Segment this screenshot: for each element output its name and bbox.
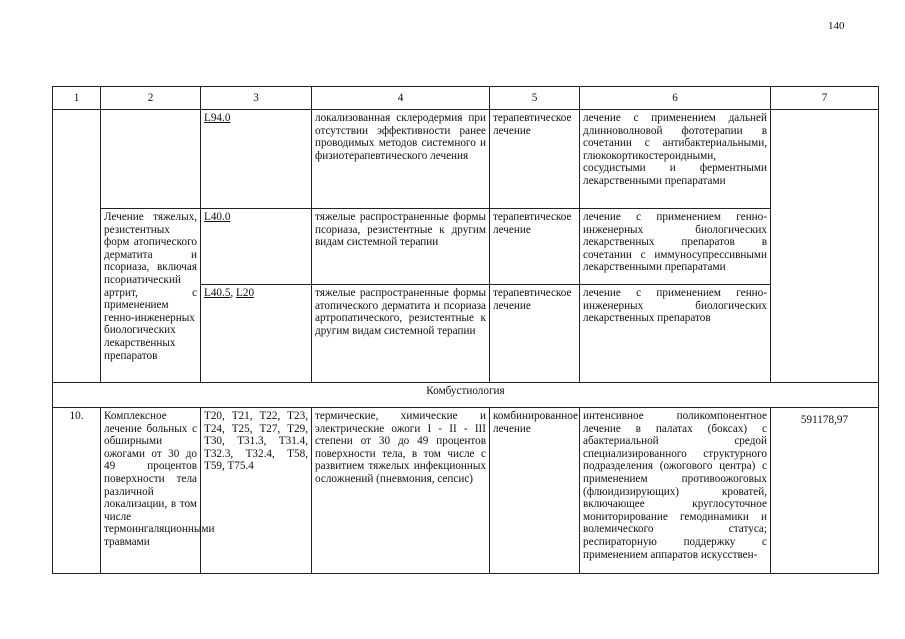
group-name-cell-empty	[101, 110, 201, 209]
diagnosis-codes-cell	[201, 209, 312, 285]
column-number: 2	[101, 87, 201, 110]
table-row	[53, 209, 879, 285]
column-number-row	[53, 87, 879, 110]
table-row	[53, 110, 879, 209]
diagnosis-code-link[interactable]: L20	[236, 287, 255, 299]
treatment-method-cell: лечение с применением генно-инженерных биологических лекарственных препаратов в сочетании с иммуносупрессивными лекарственными препаратами	[580, 209, 771, 285]
treatment-method-cell: интенсивное поликомпонентное лечение в палатах (боксах) с абактериальной средой специализированного структурного подразделения (ожогового центра) с применением противоожоговых (флюидизирующих) кроватей, включающее круглосуточное мониторирование гемодинамики и волемического статуса; респираторную поддержку с применением аппаратов искусствен-	[580, 408, 771, 574]
column-number: 1	[53, 87, 101, 110]
diagnosis-codes-cell: L40.5, L20	[201, 285, 312, 383]
patient-model-cell: тяжелые распространенные формы атопического дерматита и псориаза артропатического, резистентные к другим видам системной терапии	[312, 285, 490, 383]
medical-care-table	[52, 86, 879, 574]
column-number: 4	[312, 87, 490, 110]
group-name-cell: Лечение тяжелых, резистентных форм атопического дерматита и псориаза, включая псориатический артрит, с применением генно-инженерных биологических лекарственных препаратов	[101, 209, 201, 383]
cost-cell	[771, 110, 879, 383]
diagnosis-code-link[interactable]: L94.0	[204, 112, 231, 124]
treatment-method-cell: лечение с применением дальней длинноволновой фототерапии в сочетании с антибактериальными, глюкокортикостероидными, сосудистыми и ферментными лекарственными препаратами	[580, 110, 771, 209]
column-number: 7	[771, 87, 879, 110]
table-row	[53, 408, 879, 574]
group-name-cell: Комплексное лечение больных с обширными ожогами от 30 до 49 процентов поверхности тела различной локализации, в том числе термоингаляционными травмами	[101, 408, 201, 574]
cost-cell: 591178,97	[771, 408, 879, 574]
section-row	[53, 383, 879, 408]
column-number: 6	[580, 87, 771, 110]
treatment-type-cell: терапевтическое лечение	[490, 209, 580, 285]
diagnosis-codes-cell: T20, T21, T22, T23, T24, T25, T27, T29, T30, T31.3, T31.4, T32.3, T32.4, T58, T59, T75.4	[201, 408, 312, 574]
section-title: Комбустиология	[53, 383, 879, 408]
diagnosis-codes-cell	[201, 110, 312, 209]
page-number: 140	[828, 20, 845, 32]
column-number: 5	[490, 87, 580, 110]
diagnosis-code-link[interactable]: L40.0	[204, 211, 231, 223]
patient-model-cell: тяжелые распространенные формы псориаза, резистентные к другим видам системной терапии	[312, 209, 490, 285]
treatment-type-cell: комбинированное лечение	[490, 408, 580, 574]
patient-model-cell: локализованная склеродермия при отсутствии эффективности ранее проводимых методов системного и физиотерапевтического лечения	[312, 110, 490, 209]
row-number-cell	[53, 110, 101, 383]
diagnosis-code-link[interactable]: L40.5	[204, 287, 231, 299]
patient-model-cell: термические, химические и электрические ожоги I - II - III степени от 30 до 49 процентов поверхности тела, в том числе с развитием тяжелых инфекционных осложнений (пневмония, сепсис)	[312, 408, 490, 574]
column-number: 3	[201, 87, 312, 110]
row-number-cell: 10.	[53, 408, 101, 574]
treatment-type-cell: терапевтическое лечение	[490, 285, 580, 383]
treatment-method-cell: лечение с применением генно-инженерных биологических лекарственных препаратов	[580, 285, 771, 383]
treatment-type-cell: терапевтическое лечение	[490, 110, 580, 209]
